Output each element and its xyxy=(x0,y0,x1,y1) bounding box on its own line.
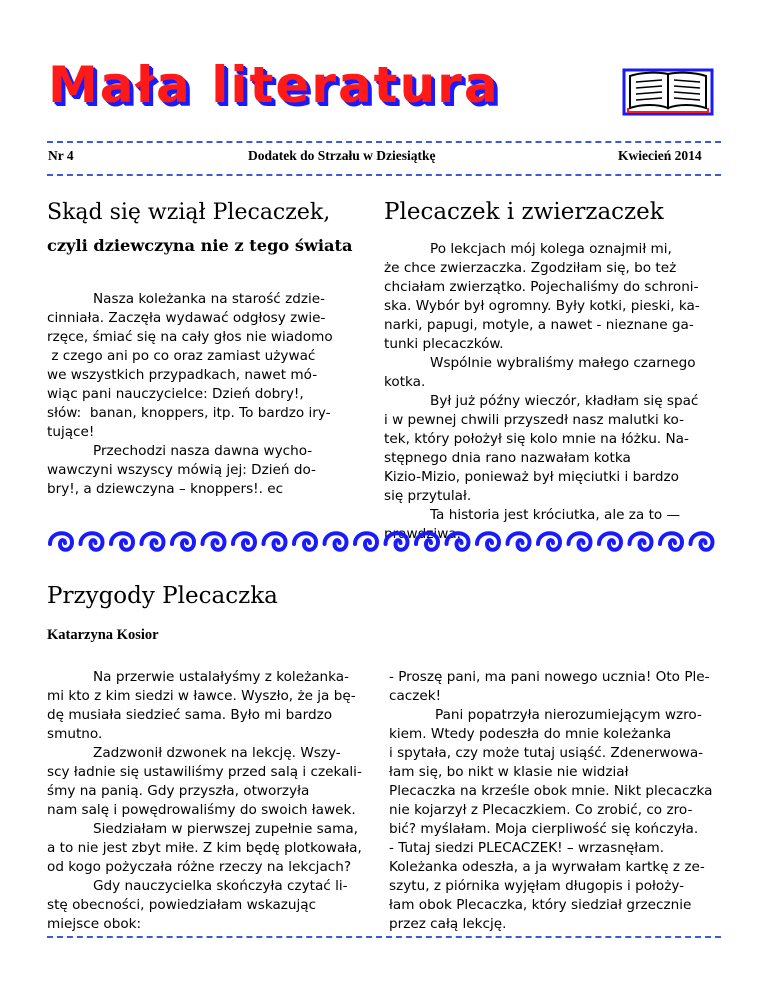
article1-body xyxy=(47,290,365,499)
article2-title: Plecaczek i zwierzaczek xyxy=(384,199,664,225)
text-line: wiąc pani nauczycielce: Dzień dobry!, xyxy=(47,386,304,402)
swirl-ornament xyxy=(81,533,103,550)
swirl-ornament xyxy=(599,533,621,550)
article1-paragraph xyxy=(47,442,365,499)
text-line: - Proszę pani, ma pani nowego ucznia! Oto Ple- xyxy=(389,669,710,685)
text-line: od kogo pożyczała różne rzeczy na lekcjach? xyxy=(47,859,352,875)
text-line: Ta historia jest króciutka, ale za to — xyxy=(430,507,681,523)
text-line: wawczyni wszyscy mówią jej: Dzień do- xyxy=(47,462,316,478)
text-line: - Tutaj siedzi PLECACZEK! – wrzasnęłam. xyxy=(389,840,665,856)
text-line: stę obecności, powiedziałam wskazując xyxy=(47,897,317,913)
article3-left-column xyxy=(47,668,367,934)
swirl-ornament xyxy=(142,533,164,550)
article3-author: Katarzyna Kosior xyxy=(47,627,159,643)
swirl-ornament xyxy=(264,533,286,550)
text-line: Na przerwie ustalałyśmy z koleżanka- xyxy=(93,669,350,685)
text-line: Siedziałam w pierwszej zupełnie sama, xyxy=(93,821,358,837)
text-line: Koleżanka odeszła, a ja wyrwałam kartkę z ze- xyxy=(389,859,705,875)
text-line: prawdziwa. xyxy=(384,526,461,542)
swirl-ornament xyxy=(325,533,347,550)
issue-date: Kwiecień 2014 xyxy=(618,148,702,163)
text-line: scy ładnie się ustawiliśmy przed salą i czekali- xyxy=(47,764,362,780)
swirl-ornament xyxy=(630,533,652,550)
article2-body xyxy=(384,240,724,544)
article1-subtitle: czyli dziewczyna nie z tego świata xyxy=(47,236,353,255)
swirl-ornament xyxy=(538,533,560,550)
text-line: dę musiała siedzieć sama. Było mi bardzo xyxy=(47,707,333,723)
issue-number: Nr 4 xyxy=(48,148,74,163)
top-dashed-rule xyxy=(47,141,721,143)
text-line: Przechodzi nasza dawna wycho- xyxy=(93,443,313,459)
swirl-ornament xyxy=(660,533,682,550)
text-line: cinniała. Zaczęła wydawać odgłosy zwie- xyxy=(47,310,326,326)
article3-title: Przygody Plecaczka xyxy=(47,583,278,609)
text-line: kotka. xyxy=(384,374,426,390)
swirl-ornament xyxy=(386,533,408,550)
text-line: a to nie jest zbyt miłe. Z kim będę plotkowała, xyxy=(47,840,362,856)
article3-right-column xyxy=(389,668,725,934)
swirl-ornament xyxy=(447,533,469,550)
text-line: Plecaczka na krześle obok mnie. Nikt plecaczka xyxy=(389,783,713,799)
open-book-icon xyxy=(622,68,714,116)
text-line: mi kto z kim siedzi w ławce. Wyszło, że ja bę- xyxy=(47,688,356,704)
text-line: rzęce, śmiać się na cały głos nie wiadomo xyxy=(47,329,333,345)
text-line: przez całą lekcję. xyxy=(389,916,507,932)
supplement-title: Dodatek do Strzału w Dziesiątkę xyxy=(248,148,436,163)
text-line: że chce zwierzaczka. Zgodziłam się, bo też xyxy=(384,260,677,276)
text-line: ska. Wybór był ogromny. Były kotki, pieski, ka- xyxy=(384,298,700,314)
swirl-ornament xyxy=(172,533,194,550)
text-line: Był już późny wieczór, kładłam się spać xyxy=(430,393,699,409)
text-line: stępnego dnia rano nazwałam kotka xyxy=(384,450,631,466)
text-line: Gdy nauczycielka skończyła czytać li- xyxy=(93,878,348,894)
text-line: łam obok Plecaczka, który siedział grzecznie xyxy=(389,897,692,913)
swirl-ornament xyxy=(416,533,438,550)
swirl-ornament xyxy=(203,533,225,550)
text-line: się przytulał. xyxy=(384,488,472,504)
swirl-ornament xyxy=(355,533,377,550)
text-line: nie kojarzył z Plecaczkiem. Co zrobić, co zro- xyxy=(389,802,693,818)
text-line: bry!, a dziewczyna – knoppers!. ec xyxy=(47,481,284,497)
text-line: słów: banan, knoppers, itp. To bardzo iry- xyxy=(47,405,331,421)
text-line: narki, papugi, motyle, a nawet - nieznane ga- xyxy=(384,317,694,333)
swirl-ornament xyxy=(294,533,316,550)
article1-title: Skąd się wziął Plecaczek, xyxy=(47,200,331,225)
text-line: caczek! xyxy=(389,688,442,704)
text-line: smutno. xyxy=(47,726,103,742)
text-line: tek, który położył się kolo mnie na łóżku. Na- xyxy=(384,431,689,447)
swirl-ornament xyxy=(233,533,255,550)
text-line: we wszystkich przypadkach, nawet mó- xyxy=(47,367,318,383)
text-line: Po lekcjach mój kolega oznajmił mi, xyxy=(430,241,672,257)
text-line: tunki plecaczków. xyxy=(384,336,504,352)
text-line: i w pewnej chwili przyszedł nasz malutki ko- xyxy=(384,412,684,428)
text-line: miejsce obok: xyxy=(47,916,142,932)
text-line: z czego ani po co oraz zamiast używać xyxy=(47,348,316,364)
text-line: Nasza koleżanka na starość zdzie- xyxy=(93,291,326,307)
text-line: nam salę i powędrowaliśmy do swoich ławek. xyxy=(47,802,356,818)
swirl-ornament xyxy=(50,533,72,550)
swirl-ornament xyxy=(111,533,133,550)
text-line: Wspólnie wybraliśmy małego czarnego xyxy=(430,355,696,371)
text-line: chciałam zwierzątko. Pojechaliśmy do schroni- xyxy=(384,279,699,295)
article1-paragraph xyxy=(47,290,365,442)
text-line: śmy na panią. Gdy przyszła, otworzyła xyxy=(47,783,310,799)
text-line: Kizio-Mizio, ponieważ był mięciutki i bardzo xyxy=(384,469,679,485)
swirl-ornament xyxy=(508,533,530,550)
text-line: tujące! xyxy=(47,424,95,440)
swirl-ornament xyxy=(477,533,499,550)
text-line: szytu, z piórnika wyjęłam długopis i położy- xyxy=(389,878,685,894)
bottom-dashed-rule xyxy=(47,936,721,938)
text-line: Zadzwonił dzwonek na lekcję. Wszy- xyxy=(93,745,341,761)
swirl-ornament xyxy=(569,533,591,550)
text-line: i spytała, czy może tutaj usiąść. Zdenerwowa- xyxy=(389,745,704,761)
swirl-divider xyxy=(46,524,722,558)
header-dashed-rule xyxy=(47,174,721,176)
masthead-title: Mała literatura xyxy=(48,56,500,114)
swirl-ornament xyxy=(691,533,713,550)
text-line: łam się, bo nikt w klasie nie widział xyxy=(389,764,629,780)
text-line: kiem. Wtedy podeszła do mnie koleżanka xyxy=(389,726,672,742)
text-line: bić? myślałam. Moja cierpliwość się kończyła. xyxy=(389,821,699,837)
text-line: Pani popatrzyła nierozumiejącym wzro- xyxy=(435,707,702,723)
